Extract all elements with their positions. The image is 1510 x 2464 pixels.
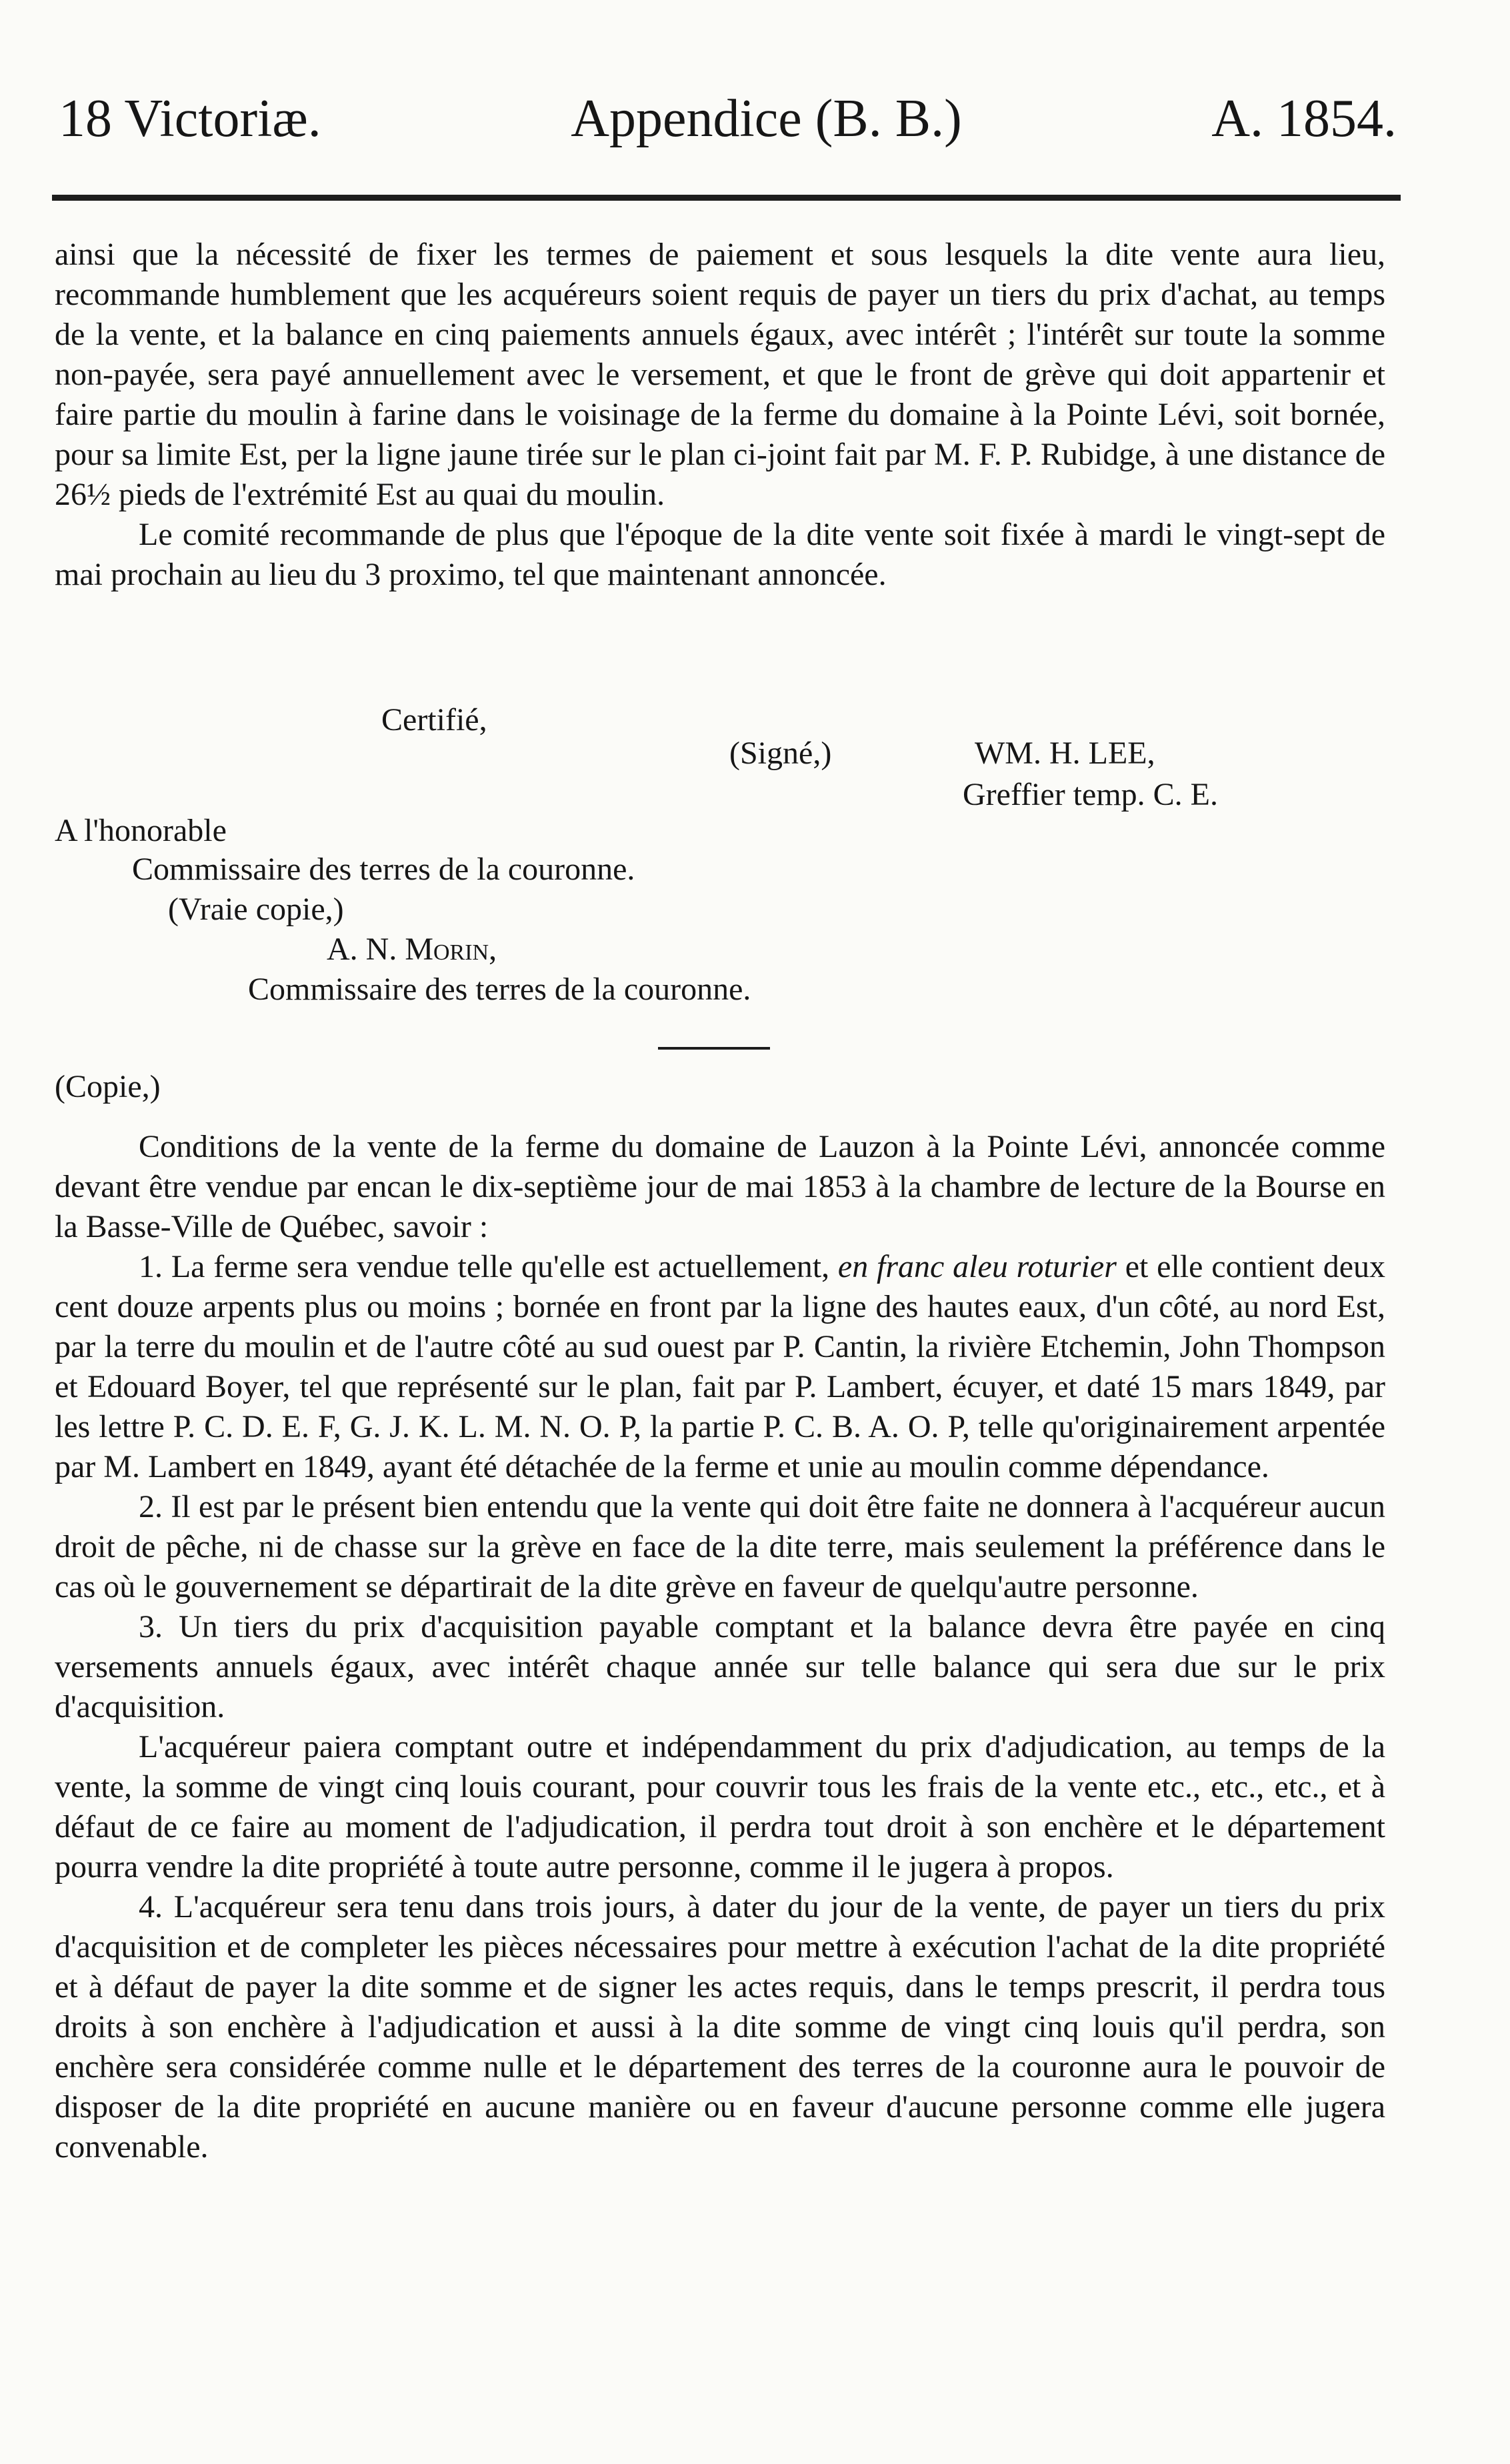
header-year: A. 1854. [1211, 89, 1397, 148]
signe-label: (Signé,) [729, 736, 832, 771]
addressee-honorable: A l'honorable [55, 813, 227, 848]
vraie-copie-label: (Vraie copie,) [168, 892, 344, 927]
header-rule [52, 195, 1401, 201]
signatory-name: WM. H. LEE, [975, 736, 1155, 771]
copie-label: (Copie,) [55, 1069, 161, 1104]
conditions-intro: Conditions de la vente de la ferme du domaine de Lauzon à la Pointe Lévi, annoncée comme devant être vendue par encan le dix-septième jour de mai 1853 à la chambre de lecture de la Bourse en la Basse-Ville de Québec, savoir : [55, 1129, 1385, 1244]
morin-title: Commissaire des terres de la couronne. [248, 972, 751, 1007]
addressee-commissioner: Commissaire des terres de la couronne. [132, 852, 635, 887]
section-divider [658, 1047, 770, 1050]
morin-name: Morin, [405, 932, 497, 967]
conditions-body [55, 1127, 1385, 2167]
page-header [59, 89, 1397, 148]
report-paragraph-2: Le comité recommande de plus que l'époque de la dite vente soit fixée à mardi le vingt-sept de mai prochain au lieu du 3 proximo, tel que maintenant annoncée. [55, 517, 1385, 592]
condition-3: 3. Un tiers du prix d'acquisition payable comptant et la balance devra être payée en cinq versements annuels égaux, avec intérêt chaque année sur telle balance qui sera due sur le prix d'acquisition. [55, 1609, 1385, 1724]
report-paragraph-1: ainsi que la nécessité de fixer les termes de paiement et sous lesquels la dite vente aura lieu, recommande humblement que les acquéreurs soient requis de payer un tiers du prix d'achat, au temps de la vente, et la balance en cinq paiements annuels égaux, avec intérêt ; l'intérêt sur toute la somme non-payée, sera payé annuellement avec le versement, et que le front de grève qui doit appartenir et faire partie du moulin à farine dans le voisinage de la ferme du domaine à la Pointe Lévi, soit bornée, pour sa limite Est, per la ligne jaune tirée sur le plan ci-joint fait par M. F. P. Rubidge, à une distance de 26½ pieds de l'extrémité Est au quai du moulin. [55, 237, 1385, 512]
condition-1-italic: en franc aleu roturier [837, 1249, 1117, 1284]
condition-1 [55, 1247, 1385, 1487]
signatory-title: Greffier temp. C. E. [963, 777, 1218, 812]
report-body [55, 235, 1385, 595]
header-session: 18 Victoriæ. [59, 89, 321, 148]
condition-1-rest: et elle contient deux cent douze arpents plus ou moins ; bornée en front par la ligne des hautes eaux, d'un côté, au nord Est, par la terre du moulin et de l'autre côté au sud ouest par P. Cantin, la rivière Etchemin, John Thompson et Edouard Boyer, tel que représenté sur le plan, fait par P. Lambert, écuyer, et daté 15 mars 1849, par les lettre P. C. D. E. F, G. J. K. L. M. N. O. P, la partie P. C. B. A. O. P, telle qu'originairement arpentée par M. Lambert en 1849, ayant été détachée de la ferme et unie au moulin comme dépendance. [55, 1249, 1386, 1484]
condition-2: 2. Il est par le présent bien entendu que la vente qui doit être faite ne donnera à l'acquéreur aucun droit de pêche, ni de chasse sur la grève en face de la dite terre, mais seulement la préférence dans le cas où le gouvernement se départirait de la dite grève en faveur de quelqu'autre personne. [55, 1489, 1385, 1604]
copy-signatory [327, 930, 497, 970]
header-appendix: Appendice (B. B.) [571, 89, 962, 148]
certifie-label: Certifié, [381, 702, 487, 738]
condition-4: 4. L'acquéreur sera tenu dans trois jours, à dater du jour de la vente, de payer un tiers du prix d'acquisition et de completer les pièces nécessaires pour mettre à exécution l'achat de la dite propriété et à défaut de payer la dite somme et de signer les actes requis, dans le temps prescrit, il perdra tous droits à son enchère à l'adjudication et aussi à la dite somme de vingt cinq louis qu'il perdra, son enchère sera considérée comme nulle et le département des terres de la couronne aura le pouvoir de disposer de la dite propriété en aucune manière ou en faveur d'aucune personne comme elle jugera convenable. [55, 1889, 1385, 2165]
morin-initials: A. N. [327, 932, 397, 967]
condition-3-continuation: L'acquéreur paiera comptant outre et indépendamment du prix d'adjudication, au temps de la vente, la somme de vingt cinq louis courant, pour couvrir tous les frais de la vente etc., etc., etc., et à défaut de ce faire au moment de l'adjudication, il perdra tout droit à son enchère et le département pourra vendre la dite propriété à toute autre personne, comme il le jugera à propos. [55, 1729, 1385, 1885]
condition-1-start: 1. La ferme sera vendue telle qu'elle est actuellement, [139, 1249, 830, 1284]
